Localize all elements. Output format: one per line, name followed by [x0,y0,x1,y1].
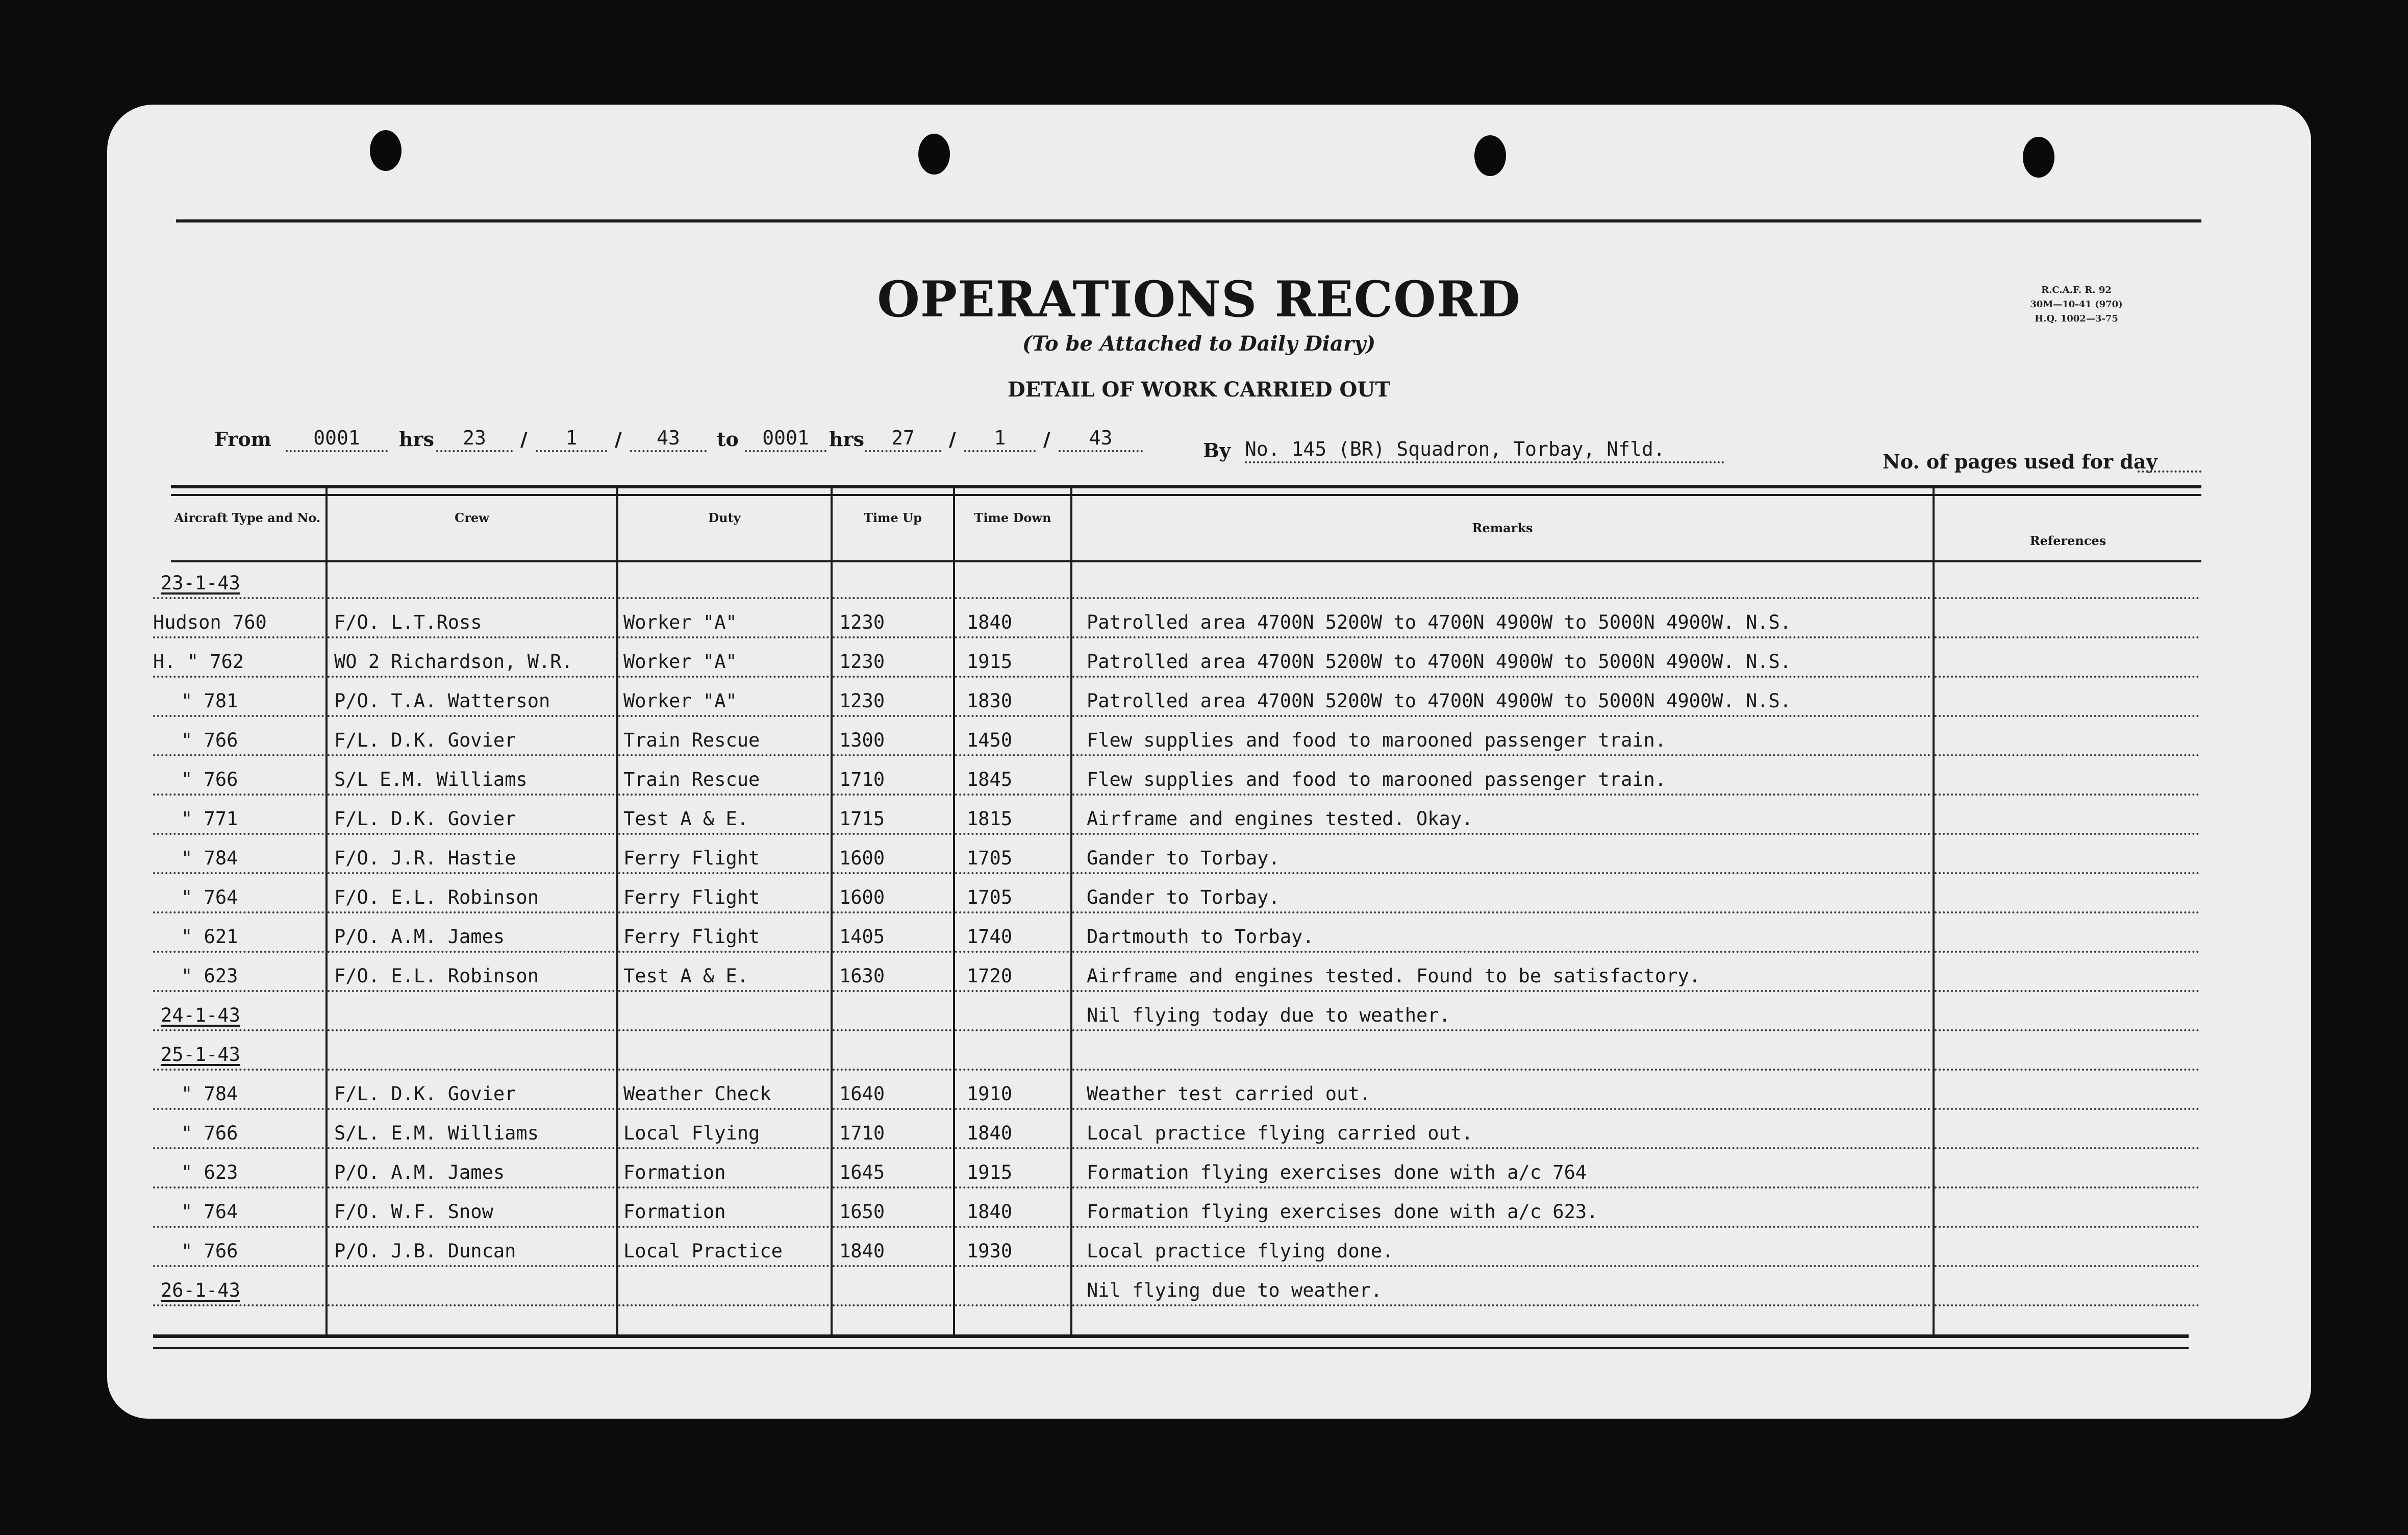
row-dotted-line [833,833,951,835]
row-dotted-line [1935,715,2199,717]
row-dotted-line [618,1226,829,1228]
row-dotted-line [1935,597,2199,599]
date-heading: 25-1-43 [161,1044,240,1066]
row-dotted-line [153,1304,324,1306]
row-dotted-line [1072,990,1931,992]
to-label: to [717,428,739,451]
column-header-remarks: Remarks [1472,521,1533,535]
row-dotted-line [1072,754,1931,756]
row-dotted-line [618,990,829,992]
row-dotted-line [618,1147,829,1149]
to-time: 0001 [745,427,826,452]
time-down-cell: 1740 [967,926,1013,948]
from-time: 0001 [286,427,388,452]
from-label: From [214,428,271,451]
top-rule [176,219,2201,222]
row-dotted-line [153,1265,324,1267]
time-down-cell: 1910 [967,1083,1013,1105]
aircraft-cell: " 766 [181,769,238,790]
row-dotted-line [1072,833,1931,835]
row-dotted-line [955,1304,1069,1306]
row-dotted-line [328,794,615,796]
row-dotted-line [955,872,1069,874]
crew-cell: F/O. E.L. Robinson [334,886,539,908]
time-down-cell: 1705 [967,886,1013,908]
row-dotted-line [328,597,615,599]
column-divider [1070,485,1072,1337]
duty-cell: Worker "A" [623,651,737,673]
column-header-time-down: Time Down [974,510,1051,525]
by-label: By [1203,439,1231,462]
row-dotted-line [1072,1265,1931,1267]
row-dotted-line [618,676,829,678]
aircraft-cell: " 766 [181,1122,238,1144]
row-dotted-line [618,597,829,599]
row-dotted-line [955,1069,1069,1071]
form-heading: DETAIL OF WORK CARRIED OUT [1007,378,1391,402]
duty-cell: Local Practice [623,1240,783,1262]
row-dotted-line [1072,1147,1931,1149]
time-up-cell: 1715 [839,808,885,830]
row-dotted-line [328,754,615,756]
duty-cell: Ferry Flight [623,926,760,948]
row-dotted-line [1935,911,2199,913]
aircraft-cell: " 764 [181,1201,238,1223]
crew-cell: P/O. T.A. Watterson [334,690,550,712]
form-number-line: R.C.A.F. R. 92 [2041,285,2112,295]
crew-cell: F/O. J.R. Hastie [334,847,516,869]
row-dotted-line [328,1029,615,1031]
row-dotted-line [153,872,324,874]
remarks-cell: Nil flying today due to weather. [1087,1004,1450,1026]
time-up-cell: 1650 [839,1201,885,1223]
row-dotted-line [328,990,615,992]
row-dotted-line [1935,676,2199,678]
column-header-references: References [2029,533,2106,548]
row-dotted-line [833,597,951,599]
row-dotted-line [618,1069,829,1071]
row-dotted-line [833,1226,951,1228]
remarks-cell: Patrolled area 4700N 5200W to 4700N 4900W to 5000N 4900W. N.S. [1087,611,1792,633]
crew-cell: F/O. E.L. Robinson [334,965,539,987]
row-dotted-line [328,715,615,717]
row-dotted-line [955,990,1069,992]
aircraft-cell: " 623 [181,965,238,987]
row-dotted-line [955,1265,1069,1267]
remarks-cell: Dartmouth to Torbay. [1087,926,1314,948]
row-dotted-line [153,1069,324,1071]
row-dotted-line [328,833,615,835]
row-dotted-line [955,911,1069,913]
crew-cell: F/L. D.K. Govier [334,808,516,830]
row-dotted-line [1072,1304,1931,1306]
row-dotted-line [1072,794,1931,796]
duty-cell: Ferry Flight [623,847,760,869]
hrs-label: hrs [399,428,435,451]
duty-cell: Formation [623,1201,726,1223]
squadron-unit: No. 145 (BR) Squadron, Torbay, Nfld. [1245,438,1724,463]
date-separator: / [520,428,528,451]
time-down-cell: 1915 [967,651,1013,673]
row-dotted-line [328,872,615,874]
crew-cell: P/O. J.B. Duncan [334,1240,516,1262]
from-month: 1 [536,427,607,452]
date-separator: / [615,428,622,451]
time-up-cell: 1300 [839,729,885,751]
row-dotted-line [1072,1069,1931,1071]
aircraft-cell: " 771 [181,808,238,830]
form-number-line: H.Q. 1002—3-75 [2035,313,2118,324]
row-dotted-line [1935,1226,2199,1228]
row-dotted-line [618,1186,829,1189]
time-up-cell: 1405 [839,926,885,948]
row-dotted-line [833,1108,951,1110]
remarks-cell: Patrolled area 4700N 5200W to 4700N 4900W to 5000N 4900W. N.S. [1087,651,1792,673]
row-dotted-line [833,636,951,638]
row-dotted-line [328,911,615,913]
form-number-line: 30M—10-41 (970) [2030,299,2123,310]
row-dotted-line [833,1186,951,1189]
date-heading: 26-1-43 [161,1279,240,1301]
aircraft-cell: " 781 [181,690,238,712]
aircraft-cell: " 623 [181,1161,238,1183]
duty-cell: Local Flying [623,1122,760,1144]
row-dotted-line [153,1108,324,1110]
duty-cell: Test A & E. [623,808,749,830]
time-down-cell: 1815 [967,808,1013,830]
row-dotted-line [833,1265,951,1267]
binder-hole [1474,135,1506,176]
row-dotted-line [1935,1029,2199,1031]
row-dotted-line [833,872,951,874]
column-divider [1933,485,1935,1337]
row-dotted-line [955,636,1069,638]
column-header-duty: Duty [708,510,741,525]
row-dotted-line [955,1186,1069,1189]
row-dotted-line [1072,636,1931,638]
aircraft-cell: " 766 [181,1240,238,1262]
row-dotted-line [1072,597,1931,599]
row-dotted-line [328,1147,615,1149]
row-dotted-line [1072,715,1931,717]
row-dotted-line [618,1304,829,1306]
row-dotted-line [618,715,829,717]
row-dotted-line [328,1069,615,1071]
date-separator: / [1043,428,1050,451]
time-down-cell: 1840 [967,1122,1013,1144]
row-dotted-line [955,1029,1069,1031]
row-dotted-line [1935,1069,2199,1071]
row-dotted-line [328,1265,615,1267]
row-dotted-line [153,911,324,913]
remarks-cell: Flew supplies and food to marooned passenger train. [1087,729,1667,751]
row-dotted-line [618,833,829,835]
crew-cell: F/L. D.K. Govier [334,1083,516,1105]
date-heading: 24-1-43 [161,1004,240,1026]
row-dotted-line [1935,1186,2199,1189]
time-up-cell: 1230 [839,690,885,712]
row-dotted-line [1072,1226,1931,1228]
time-up-cell: 1645 [839,1161,885,1183]
table-bottom-rule [153,1334,2189,1338]
to-year: 43 [1059,427,1143,452]
time-up-cell: 1230 [839,611,885,633]
row-dotted-line [153,1147,324,1149]
crew-cell: P/O. A.M. James [334,1161,505,1183]
time-down-cell: 1450 [967,729,1013,751]
column-divider [953,485,955,1337]
row-dotted-line [955,1108,1069,1110]
time-up-cell: 1230 [839,651,885,673]
row-dotted-line [833,1029,951,1031]
row-dotted-line [1072,676,1931,678]
binder-hole [918,134,950,175]
from-year: 43 [630,427,707,452]
row-dotted-line [1072,1186,1931,1189]
row-dotted-line [833,754,951,756]
row-dotted-line [1935,1265,2199,1267]
row-dotted-line [618,754,829,756]
row-dotted-line [328,951,615,953]
column-header-time-up: Time Up [864,510,922,525]
from-day: 23 [436,427,513,452]
remarks-cell: Formation flying exercises done with a/c 764 [1087,1161,1587,1183]
remarks-cell: Local practice flying carried out. [1087,1122,1473,1144]
form-title: OPERATIONS RECORD [877,270,1521,328]
to-day: 27 [865,427,941,452]
row-dotted-line [955,597,1069,599]
row-dotted-line [153,597,324,599]
duty-cell: Ferry Flight [623,886,760,908]
row-dotted-line [1072,872,1931,874]
hrs-label: hrs [829,428,865,451]
row-dotted-line [618,911,829,913]
duty-cell: Train Rescue [623,729,760,751]
remarks-cell: Nil flying due to weather. [1087,1279,1383,1301]
column-divider [831,485,833,1337]
row-dotted-line [328,1108,615,1110]
duty-cell: Weather Check [623,1083,771,1105]
row-dotted-line [618,1029,829,1031]
aircraft-cell: " 621 [181,926,238,948]
remarks-cell: Airframe and engines tested. Found to be satisfactory. [1087,965,1700,987]
row-dotted-line [618,794,829,796]
time-down-cell: 1705 [967,847,1013,869]
date-heading: 23-1-43 [161,572,240,594]
row-dotted-line [153,636,324,638]
time-down-cell: 1830 [967,690,1013,712]
row-dotted-line [1072,1108,1931,1110]
row-dotted-line [955,951,1069,953]
row-dotted-line [328,636,615,638]
remarks-cell: Local practice flying done. [1087,1240,1394,1262]
pages-used-label: No. of pages used for day [1883,450,2158,473]
aircraft-cell: Hudson 760 [153,611,267,633]
row-dotted-line [955,676,1069,678]
row-dotted-line [153,754,324,756]
date-separator: / [949,428,956,451]
row-dotted-line [1935,1304,2199,1306]
row-dotted-line [833,1147,951,1149]
row-dotted-line [1935,833,2199,835]
row-dotted-line [1935,990,2199,992]
table-top-rule [171,485,2201,488]
column-header-aircraft: Aircraft Type and No. [174,510,321,525]
row-dotted-line [618,951,829,953]
form-number [2000,283,2153,326]
row-dotted-line [955,833,1069,835]
time-down-cell: 1720 [967,965,1013,987]
crew-cell: F/L. D.K. Govier [334,729,516,751]
time-down-cell: 1840 [967,1201,1013,1223]
row-dotted-line [153,1186,324,1189]
to-month: 1 [964,427,1036,452]
time-up-cell: 1640 [839,1083,885,1105]
duty-cell: Formation [623,1161,726,1183]
crew-cell: F/O. L.T.Ross [334,611,482,633]
duty-cell: Worker "A" [623,690,737,712]
row-dotted-line [328,1304,615,1306]
row-dotted-line [1935,951,2199,953]
row-dotted-line [1072,951,1931,953]
row-dotted-line [153,833,324,835]
row-dotted-line [153,676,324,678]
aircraft-cell: " 784 [181,847,238,869]
column-header-crew: Crew [455,510,489,525]
row-dotted-line [955,754,1069,756]
row-dotted-line [833,990,951,992]
row-dotted-line [833,794,951,796]
time-down-cell: 1915 [967,1161,1013,1183]
table-bottom-rule [153,1347,2189,1349]
row-dotted-line [833,715,951,717]
row-dotted-line [955,794,1069,796]
aircraft-cell: H. " 762 [153,651,244,673]
time-up-cell: 1710 [839,769,885,790]
duty-cell: Worker "A" [623,611,737,633]
time-up-cell: 1600 [839,847,885,869]
crew-cell: P/O. A.M. James [334,926,505,948]
row-dotted-line [153,990,324,992]
crew-cell: WO 2 Richardson, W.R. [334,651,573,673]
aircraft-cell: " 764 [181,886,238,908]
row-dotted-line [153,1029,324,1031]
time-down-cell: 1845 [967,769,1013,790]
row-dotted-line [618,1265,829,1267]
row-dotted-line [833,951,951,953]
row-dotted-line [153,794,324,796]
remarks-cell: Formation flying exercises done with a/c 623. [1087,1201,1598,1223]
row-dotted-line [1072,911,1931,913]
row-dotted-line [955,715,1069,717]
header-bottom-rule [171,560,2201,562]
row-dotted-line [153,1226,324,1228]
row-dotted-line [1935,1147,2199,1149]
row-dotted-line [833,676,951,678]
remarks-cell: Weather test carried out. [1087,1083,1371,1105]
row-dotted-line [618,1108,829,1110]
time-up-cell: 1630 [839,965,885,987]
remarks-cell: Flew supplies and food to marooned passenger train. [1087,769,1667,790]
time-down-cell: 1840 [967,611,1013,633]
binder-hole [370,130,402,171]
row-dotted-line [153,951,324,953]
duty-cell: Test A & E. [623,965,749,987]
row-dotted-line [618,636,829,638]
table-top-rule [171,494,2201,496]
form-subtitle: (To be Attached to Daily Diary) [1022,332,1376,356]
row-dotted-line [328,676,615,678]
pages-used-blank [2138,449,2201,473]
duty-cell: Train Rescue [623,769,760,790]
row-dotted-line [1935,872,2199,874]
row-dotted-line [833,1069,951,1071]
crew-cell: S/L. E.M. Williams [334,1122,539,1144]
remarks-cell: Airframe and engines tested. Okay. [1087,808,1473,830]
row-dotted-line [1072,1029,1931,1031]
remarks-cell: Gander to Torbay. [1087,847,1280,869]
aircraft-cell: " 766 [181,729,238,751]
row-dotted-line [833,911,951,913]
crew-cell: F/O. W.F. Snow [334,1201,493,1223]
column-divider [616,485,618,1337]
crew-cell: S/L E.M. Williams [334,769,528,790]
row-dotted-line [328,1186,615,1189]
remarks-cell: Patrolled area 4700N 5200W to 4700N 4900W to 5000N 4900W. N.S. [1087,690,1792,712]
row-dotted-line [1935,754,2199,756]
row-dotted-line [1935,1108,2199,1110]
row-dotted-line [833,1304,951,1306]
time-down-cell: 1930 [967,1240,1013,1262]
time-up-cell: 1840 [839,1240,885,1262]
time-up-cell: 1710 [839,1122,885,1144]
row-dotted-line [153,715,324,717]
row-dotted-line [618,872,829,874]
row-dotted-line [955,1147,1069,1149]
row-dotted-line [328,1226,615,1228]
time-up-cell: 1600 [839,886,885,908]
aircraft-cell: " 784 [181,1083,238,1105]
remarks-cell: Gander to Torbay. [1087,886,1280,908]
column-divider [325,485,328,1337]
binder-hole [2023,137,2054,178]
row-dotted-line [1935,636,2199,638]
row-dotted-line [955,1226,1069,1228]
row-dotted-line [1935,794,2199,796]
